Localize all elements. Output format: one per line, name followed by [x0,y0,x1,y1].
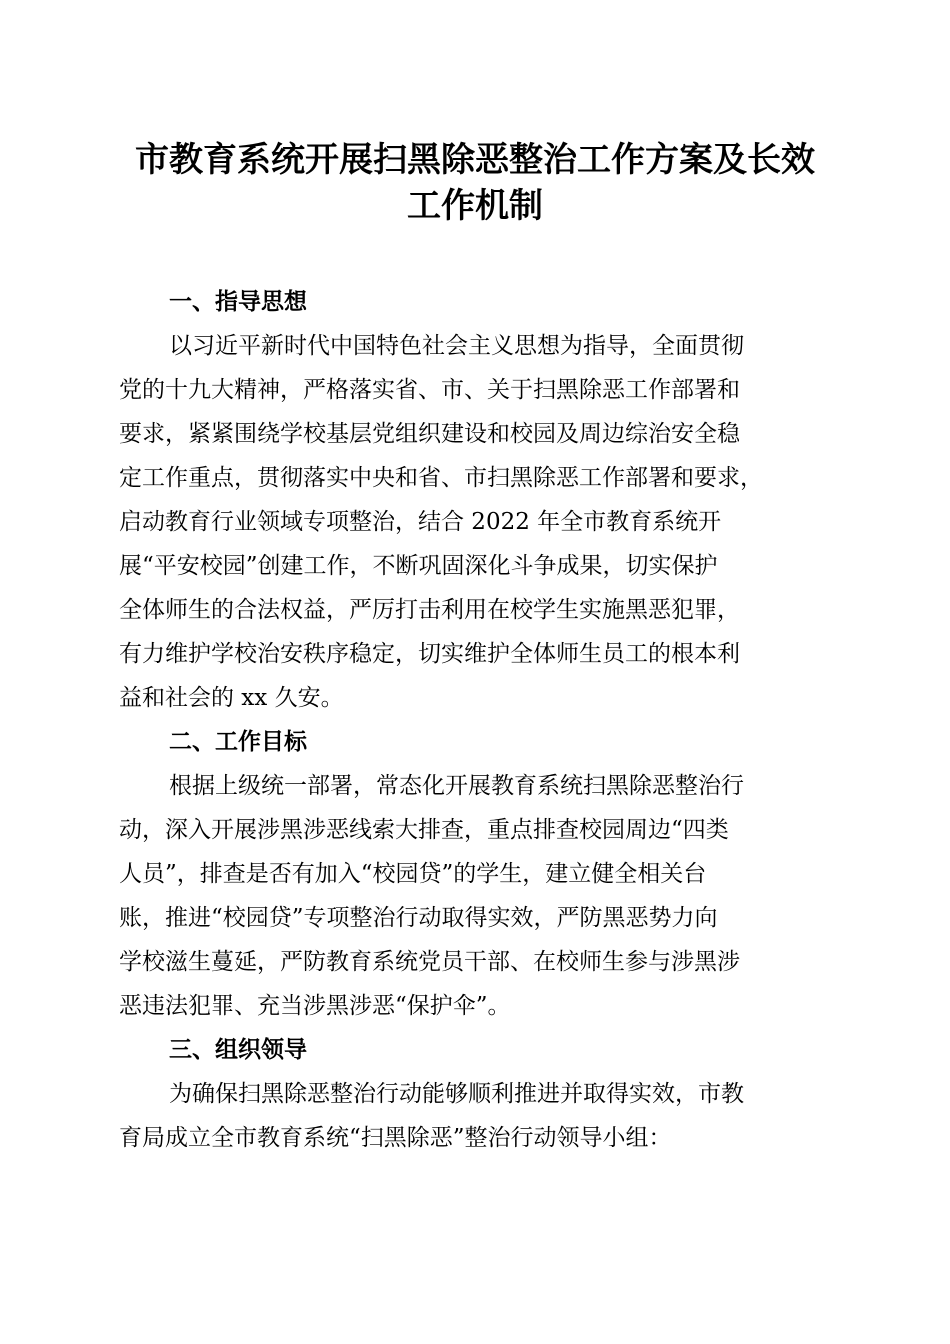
paragraph-line: 人员”，排查是否有加入“校园贷”的学生，建立健全相关台 [119,861,707,887]
paragraph-line: 要求，紧紧围绕学校基层党组织建设和校园及周边综治安全稳 [119,421,740,447]
section-heading-organization: 三、组织领导 [169,1037,307,1063]
paragraph-line: 益和社会的 xx 久安。 [119,685,344,711]
document-title [100,137,850,229]
paragraph-line: 启动教育行业领域专项整治，结合 2022 年全市教育系统开 [119,509,722,535]
paragraph-line: 账，推进“校园贷”专项整治行动取得实效，严防黑恶势力向 [119,905,718,931]
paragraph-line: 恶违法犯罪、充当涉黑涉恶“保护伞”。 [119,993,511,1019]
paragraph-line: 定工作重点，贯彻落实中央和省、市扫黑除恶工作部署和要求， [119,465,763,491]
paragraph-line: 展“平安校园”创建工作，不断巩固深化斗争成果，切实保护 [119,553,718,579]
section-paragraph-organization [119,1072,839,1160]
paragraph-line: 学校滋生蔓延，严防教育系统党员干部、在校师生参与涉黑涉 [119,949,740,975]
section-heading-work-objectives: 二、工作目标 [169,729,307,755]
paragraph-line: 为确保扫黑除恶整治行动能够顺利推进并取得实效，市教 [169,1081,744,1107]
section-heading-guiding-ideology: 一、指导思想 [169,289,307,315]
paragraph-line: 有力维护学校治安秩序稳定，切实维护全体师生员工的根本利 [119,641,740,667]
section-paragraph-guiding-ideology [119,324,839,720]
paragraph-line: 以习近平新时代中国特色社会主义思想为指导，全面贯彻 [169,333,744,359]
paragraph-line: 动，深入开展涉黑涉恶线索大排查，重点排查校园周边“四类 [119,817,729,843]
paragraph-line: 党的十九大精神，严格落实省、市、关于扫黑除恶工作部署和 [119,377,740,403]
paragraph-line: 育局成立全市教育系统“扫黑除恶”整治行动领导小组： [119,1125,672,1151]
section-paragraph-work-objectives [119,764,839,1028]
paragraph-line: 根据上级统一部署，常态化开展教育系统扫黑除恶整治行 [169,773,744,799]
document-body [119,280,839,1160]
title-line-2: 工作机制 [407,186,543,226]
title-line-1: 市教育系统开展扫黑除恶整治工作方案及长效 [135,140,815,180]
paragraph-line: 全体师生的合法权益，严厉打击利用在校学生实施黑恶犯罪， [119,597,740,623]
